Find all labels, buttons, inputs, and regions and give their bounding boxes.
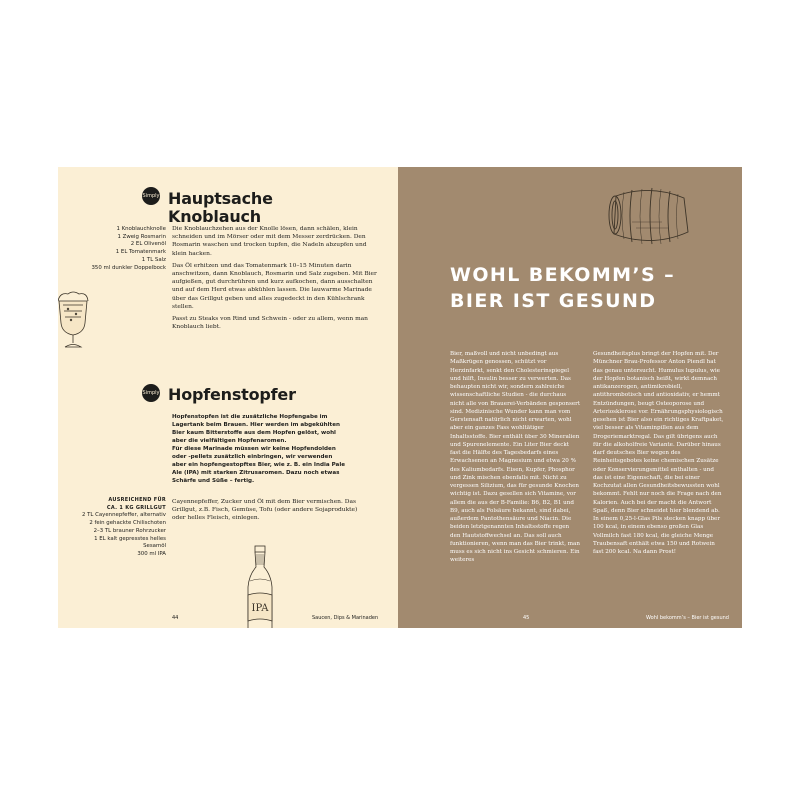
running-footer-left: Saucen, Dips & Marinaden [312, 615, 379, 621]
recipe1-title: Hauptsache Knoblauch [168, 189, 273, 226]
running-footer-right: Wohl bekomm’s – Bier ist gesund [646, 615, 729, 621]
article-column-1: Bier, maßvoll und nicht unbedingt aus Maßkrügen genossen, schützt vor Herzinfarkt, senkt den Cholesterinspiegel und hilft, Insulin besser zu verwerten. Das behaupten nicht wir, sondern zahlreiche wissenschaftliche Studien - die durchaus nicht alle von Brauerei-Verbänden gesponsert sind. Medizinische Wunder kann man vom Gerstensaft natürlich nicht erwarten, wohl aber ein ganzes Fass wohltätiger Inhaltsstoffe. Bier enthält über 30 Mineralien und Spurenelemente. Ein Liter Bier deckt fast die Hälfte des Tagesbedarfs eines Erwachsenen an Magnesium und etwa 20 % des Kaliumbedarfs. Eisen, Kupfer, Phosphor und Zink mischen ebenfalls mit. Nicht zu vergessen Silizium, das für gesunde Knochen wichtig ist. Dazu gesellen sich Vitamine, vor allem die aus der B-Familie: B6, B2, B1 und B9, auch als Folsäure bekannt, sind dabei, außerdem Pantothensäure und Niacin. Die beiden letztgenannten Inhaltsstoffe regen den Hautstoffwechsel an. Das soll auch funktionieren, wenn man das Bier trinkt, man muss es sich nicht ins Gesicht schmieren. Ein weiteres [450, 351, 581, 564]
simply-badge-icon: Simply [142, 384, 160, 402]
right-page [398, 167, 742, 628]
recipe2-ingredients: AUSREICHEND FÜR CA. 1 KG GRILLGUT 2 TL Cayennepfeffer, alternativ 2 fein gehackte Chilischoten 2–3 TL brauner Rohrzucker 1 EL kalt gepresstes helles Sesamöl 300 ml IPA [81, 497, 166, 557]
ipa-bottle-illustration [242, 545, 278, 628]
beer-glass-illustration [58, 289, 92, 353]
article-column-2: Gesundheitsplus bringt der Hopfen mit. Der Münchner Brau-Professor Anton Piendl hat das genau untersucht. Humulus lupulus, wie der Hopfen botanisch heißt, wirkt demnach antikanzerogen, antimikrobiell, antithrombotisch und antioxidativ, er hemmt Entzündungen, beugt Osteoporose und Arteriosklerose vor. Ernährungsphysiologisch gesehen ist Bier also ein richtiges Kraftpaket, viel besser als Vitaminpillen aus dem Drogeriemarktregal. Das gilt übrigens auch für die alkoholfreie Variante. Darüber hinaus darf deutsches Bier wegen des Reinheitsgebotes keine chemischen Zusätze oder Konservierungsmittel enthalten - und das ist eine Eigenschaft, die bei einer Kochzutat allen Gesundheitsbewussten wohl bekommt. Fehlt nur noch die Frage nach den Kalorien. Auch bei der macht die Antwort Spaß, denn Bier schneidet hier blendend ab. In einem 0,25-l-Glas Pils stecken knapp über 100 kcal, in einem ebenso großen Glas Vollmilch fast 180 kcal, die gleiche Menge Traubensaft enthält etwa 150 und Rotwein fast 200 kcal. Na dann Prost! [593, 351, 724, 555]
left-page [58, 167, 398, 628]
recipe1-body: Die Knoblauchzehen aus der Knolle lösen, dann schälen, klein schneiden und im Mörser oder mit dem Messer zerdrücken. Den Rosmarin waschen und trocken tupfen, die Nadeln abzupfen und klein hacken. Das Öl erhitzen und das Tomatenmark 10–15 Minuten darin anschwitzen, dann Knoblauch, Rosmarin und Salz zugeben. Mit Bier aufgießen, gut durchrühren und kurz aufkochen, dann ausschalten und auf dem Herd etwas abkühlen lassen. Die lauwarme Marinade über das Grillgut geben und alles zugedeckt in den Kühlschrank stellen. Passt zu Steaks von Rind und Schwein - oder zu allem, wenn man Knoblauch liebt. [172, 226, 377, 331]
recipe2-title: Hopfenstopfer [168, 385, 296, 404]
book-spread [58, 167, 742, 628]
simply-badge-icon: Simply [142, 187, 160, 205]
bottle-label: IPA [251, 603, 269, 614]
barrel-illustration [602, 184, 698, 248]
recipe2-body: Cayennepfeffer, Zucker und Öl mit dem Bier vermischen. Das Grillgut, z.B. Fisch, Gemüse, Tofu (oder andere Sojaprodukte) oder helles Fleisch, einlegen. [172, 499, 358, 522]
page-number-right: 45 [523, 615, 530, 621]
page-number-left: 44 [172, 615, 179, 621]
recipe2-intro: Hopfenstopfen ist die zusätzliche Hopfengabe im Lagertank beim Brauen. Hier werden im abgekühlten Bier kaum Bitterstoffe aus dem Hopfen gelöst, wohl aber die vielfältigen Hopfenaromen. Für diese Marinade müssen wir keine Hopfendolden oder -pellets zusätzlich einbringen, wir verwenden aber ein hopfengestopftes Bier, wie z. B. ein India Pale Ale (IPA) mit starken Zitrusaromen. Dazu noch etwas Schärfe und Süße – fertig. [172, 414, 346, 484]
recipe1-ingredients: 1 Knoblauchknolle 1 Zweig Rosmarin 2 EL Olivenöl 1 EL Tomatenmark 1 TL Salz 350 ml dunkler Doppelbock [91, 226, 166, 271]
article-title: WOHL BEKOMM’S – BIER IST GESUND [450, 264, 676, 312]
